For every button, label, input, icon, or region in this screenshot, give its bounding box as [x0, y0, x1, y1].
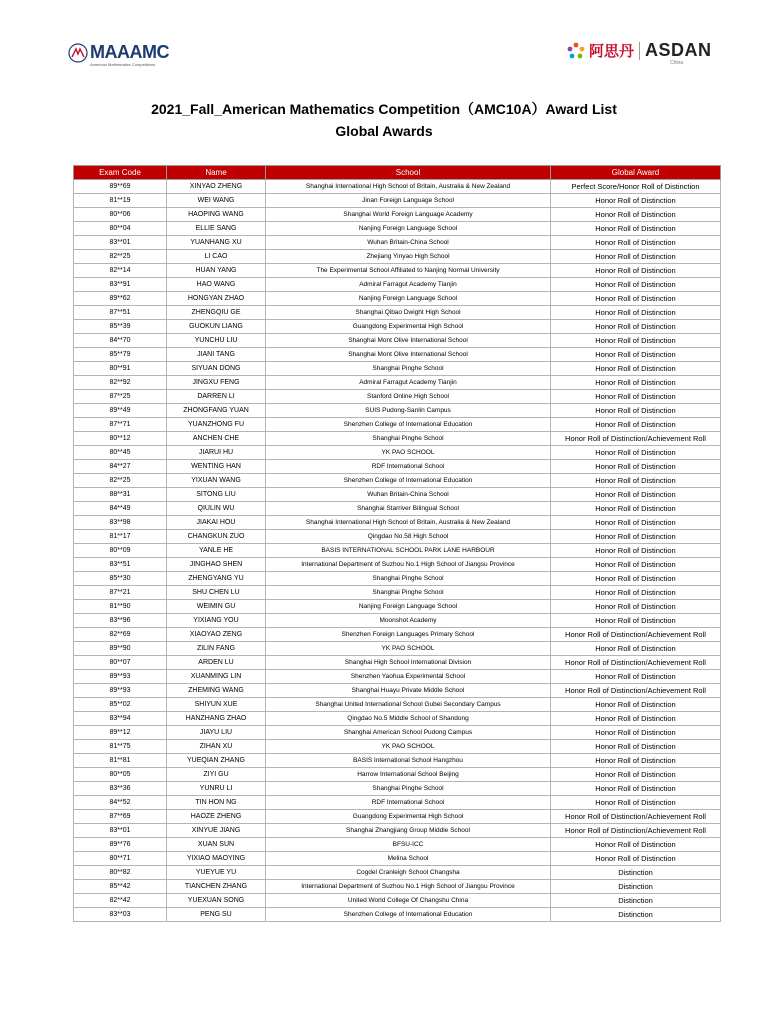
name-cell: XINYAO ZHENG: [167, 180, 266, 194]
exam-code-cell: 80**82: [74, 866, 167, 880]
column-header-name: Name: [167, 166, 266, 180]
exam-code-cell: 81**90: [74, 600, 167, 614]
page-header: [0, 0, 768, 80]
name-cell: ZIHAN XU: [167, 740, 266, 754]
maa-amc-logo: [68, 42, 169, 67]
name-cell: TIN HON NG: [167, 796, 266, 810]
name-cell: ZHEMING WANG: [167, 684, 266, 698]
table-row: [74, 600, 721, 614]
award-cell: Honor Roll of Distinction: [551, 544, 721, 558]
exam-code-cell: 89**90: [74, 642, 167, 656]
table-row: [74, 488, 721, 502]
school-cell: International Department of Suzhou No.1 High School of Jiangsu Province: [266, 880, 551, 894]
award-table-body: [74, 180, 721, 922]
award-cell: Honor Roll of Distinction: [551, 740, 721, 754]
table-row: [74, 740, 721, 754]
exam-code-cell: 84**52: [74, 796, 167, 810]
exam-code-cell: 83**98: [74, 516, 167, 530]
exam-code-cell: 89**12: [74, 726, 167, 740]
school-cell: SUIS Pudong-Sanlin Campus: [266, 404, 551, 418]
name-cell: ELLIE SANG: [167, 222, 266, 236]
award-cell: Honor Roll of Distinction: [551, 264, 721, 278]
table-row: [74, 250, 721, 264]
exam-code-cell: 83**94: [74, 712, 167, 726]
school-cell: BASIS INTERNATIONAL SCHOOL PARK LANE HARBOUR: [266, 544, 551, 558]
name-cell: YUANHANG XU: [167, 236, 266, 250]
name-cell: ARDEN LU: [167, 656, 266, 670]
award-cell: Honor Roll of Distinction: [551, 838, 721, 852]
name-cell: ZIYI GU: [167, 768, 266, 782]
table-row: [74, 460, 721, 474]
award-cell: Honor Roll of Distinction: [551, 670, 721, 684]
name-cell: ZILIN FANG: [167, 642, 266, 656]
name-cell: SHIYUN XUE: [167, 698, 266, 712]
table-row: [74, 390, 721, 404]
award-cell: Honor Roll of Distinction: [551, 586, 721, 600]
school-cell: Shanghai Mont Olive International School: [266, 348, 551, 362]
exam-code-cell: 85**39: [74, 320, 167, 334]
exam-code-cell: 89**76: [74, 838, 167, 852]
exam-code-cell: 83**36: [74, 782, 167, 796]
award-cell: Honor Roll of Distinction: [551, 572, 721, 586]
school-cell: Shanghai Pinghe School: [266, 782, 551, 796]
table-row: [74, 908, 721, 922]
exam-code-cell: 83**01: [74, 236, 167, 250]
exam-code-cell: 82**25: [74, 474, 167, 488]
name-cell: HAOPING WANG: [167, 208, 266, 222]
award-cell: Honor Roll of Distinction: [551, 334, 721, 348]
exam-code-cell: 82**92: [74, 376, 167, 390]
award-cell: Honor Roll of Distinction/Achievement Roll: [551, 824, 721, 838]
award-cell: Honor Roll of Distinction: [551, 642, 721, 656]
school-cell: Shenzhen Foreign Languages Primary School: [266, 628, 551, 642]
award-cell: Perfect Score/Honor Roll of Distinction: [551, 180, 721, 194]
school-cell: Shanghai Huayu Private Middle School: [266, 684, 551, 698]
table-row: [74, 530, 721, 544]
award-cell: Honor Roll of Distinction/Achievement Roll: [551, 684, 721, 698]
table-row: [74, 712, 721, 726]
school-cell: Nanjing Foreign Language School: [266, 292, 551, 306]
name-cell: JINGHAO SHEN: [167, 558, 266, 572]
school-cell: Shenzhen Yaohua Experimental School: [266, 670, 551, 684]
award-cell: Honor Roll of Distinction/Achievement Roll: [551, 432, 721, 446]
exam-code-cell: 83**96: [74, 614, 167, 628]
table-row: [74, 180, 721, 194]
table-row: [74, 698, 721, 712]
table-row: [74, 852, 721, 866]
award-cell: Honor Roll of Distinction: [551, 474, 721, 488]
table-row: [74, 264, 721, 278]
table-row: [74, 880, 721, 894]
award-cell: Honor Roll of Distinction: [551, 292, 721, 306]
table-row: [74, 194, 721, 208]
name-cell: QIULIN WU: [167, 502, 266, 516]
school-cell: Shenzhen College of International Education: [266, 908, 551, 922]
school-cell: Shanghai Mont Olive International School: [266, 334, 551, 348]
exam-code-cell: 89**49: [74, 404, 167, 418]
school-cell: Shanghai Pinghe School: [266, 432, 551, 446]
award-cell: Honor Roll of Distinction: [551, 348, 721, 362]
name-cell: YIXIANG YOU: [167, 614, 266, 628]
exam-code-cell: 80**06: [74, 208, 167, 222]
table-row: [74, 418, 721, 432]
award-cell: Honor Roll of Distinction: [551, 558, 721, 572]
school-cell: Shanghai Pinghe School: [266, 362, 551, 376]
award-cell: Honor Roll of Distinction: [551, 194, 721, 208]
name-cell: JIANI TANG: [167, 348, 266, 362]
exam-code-cell: 83**91: [74, 278, 167, 292]
school-cell: YK PAO SCHOOL: [266, 642, 551, 656]
exam-code-cell: 87**21: [74, 586, 167, 600]
exam-code-cell: 82**25: [74, 250, 167, 264]
name-cell: XINYUE JIANG: [167, 824, 266, 838]
award-cell: Honor Roll of Distinction: [551, 250, 721, 264]
column-header-global-award: Global Award: [551, 166, 721, 180]
school-cell: Melina School: [266, 852, 551, 866]
award-cell: Honor Roll of Distinction: [551, 796, 721, 810]
table-row: [74, 208, 721, 222]
exam-code-cell: 80**71: [74, 852, 167, 866]
school-cell: BFSU-ICC: [266, 838, 551, 852]
table-row: [74, 670, 721, 684]
name-cell: HUAN YANG: [167, 264, 266, 278]
table-row: [74, 782, 721, 796]
exam-code-cell: 89**93: [74, 684, 167, 698]
name-cell: YUNRU LI: [167, 782, 266, 796]
table-row: [74, 824, 721, 838]
exam-code-cell: 87**69: [74, 810, 167, 824]
school-cell: Shanghai Qibao Dwight High School: [266, 306, 551, 320]
school-cell: Wuhan Britain-China School: [266, 236, 551, 250]
table-row: [74, 292, 721, 306]
name-cell: JIAKAI HOU: [167, 516, 266, 530]
name-cell: PENG SU: [167, 908, 266, 922]
school-cell: RDF International School: [266, 460, 551, 474]
table-row: [74, 894, 721, 908]
award-cell: Honor Roll of Distinction: [551, 754, 721, 768]
table-row: [74, 320, 721, 334]
school-cell: Shanghai World Foreign Language Academy: [266, 208, 551, 222]
logo-divider: [639, 42, 640, 60]
asdan-pinwheel-icon: [566, 41, 586, 61]
award-cell: Honor Roll of Distinction: [551, 768, 721, 782]
table-row: [74, 474, 721, 488]
exam-code-cell: 81**19: [74, 194, 167, 208]
school-cell: Stanford Online High School: [266, 390, 551, 404]
document-title: 2021_Fall_American Mathematics Competition（AMC10A）Award List: [151, 101, 617, 117]
school-cell: Shenzhen College of International Education: [266, 474, 551, 488]
maa-amc-wordmark: MAAAMC: [90, 42, 169, 62]
award-cell: Honor Roll of Distinction/Achievement Roll: [551, 628, 721, 642]
school-cell: Admiral Farragut Academy Tianjin: [266, 278, 551, 292]
name-cell: ZHENGYANG YU: [167, 572, 266, 586]
table-row: [74, 614, 721, 628]
school-cell: Jinan Foreign Language School: [266, 194, 551, 208]
award-cell: Honor Roll of Distinction: [551, 446, 721, 460]
school-cell: Shanghai Starriver Bilingual School: [266, 502, 551, 516]
award-cell: Honor Roll of Distinction/Achievement Roll: [551, 810, 721, 824]
name-cell: YUEYUE YU: [167, 866, 266, 880]
table-row: [74, 432, 721, 446]
table-row: [74, 306, 721, 320]
exam-code-cell: 89**93: [74, 670, 167, 684]
exam-code-cell: 83**51: [74, 558, 167, 572]
school-cell: Admiral Farragut Academy Tianjin: [266, 376, 551, 390]
school-cell: Qingdao No.5 Middle School of Shandong: [266, 712, 551, 726]
exam-code-cell: 87**71: [74, 418, 167, 432]
table-row: [74, 334, 721, 348]
school-cell: Guangdong Experimental High School: [266, 320, 551, 334]
award-cell: Honor Roll of Distinction: [551, 376, 721, 390]
table-row: [74, 278, 721, 292]
name-cell: SIYUAN DONG: [167, 362, 266, 376]
name-cell: XUAN SUN: [167, 838, 266, 852]
name-cell: SHU CHEN LU: [167, 586, 266, 600]
award-cell: Honor Roll of Distinction: [551, 502, 721, 516]
exam-code-cell: 82**42: [74, 894, 167, 908]
exam-code-cell: 80**07: [74, 656, 167, 670]
award-cell: Honor Roll of Distinction: [551, 306, 721, 320]
exam-code-cell: 80**45: [74, 446, 167, 460]
table-row: [74, 768, 721, 782]
table-row: [74, 838, 721, 852]
award-cell: Honor Roll of Distinction: [551, 852, 721, 866]
award-cell: Honor Roll of Distinction/Achievement Roll: [551, 656, 721, 670]
school-cell: Shanghai Pinghe School: [266, 586, 551, 600]
table-row: [74, 502, 721, 516]
column-header-exam-code: Exam Code: [74, 166, 167, 180]
exam-code-cell: 85**42: [74, 880, 167, 894]
award-cell: Honor Roll of Distinction: [551, 222, 721, 236]
table-row: [74, 726, 721, 740]
name-cell: HAOZE ZHENG: [167, 810, 266, 824]
school-cell: Nanjing Foreign Language School: [266, 222, 551, 236]
exam-code-cell: 82**69: [74, 628, 167, 642]
table-row: [74, 642, 721, 656]
name-cell: JINGXU FENG: [167, 376, 266, 390]
table-row: [74, 236, 721, 250]
award-cell: Honor Roll of Distinction: [551, 698, 721, 712]
exam-code-cell: 87**51: [74, 306, 167, 320]
table-row: [74, 796, 721, 810]
award-cell: Distinction: [551, 894, 721, 908]
table-row: [74, 544, 721, 558]
exam-code-cell: 84**49: [74, 502, 167, 516]
school-cell: Shanghai International High School of Britain, Australia & New Zealand: [266, 180, 551, 194]
table-row: [74, 586, 721, 600]
award-cell: Honor Roll of Distinction: [551, 488, 721, 502]
table-row: [74, 362, 721, 376]
name-cell: YUNCHU LIU: [167, 334, 266, 348]
table-row: [74, 404, 721, 418]
exam-code-cell: 87**25: [74, 390, 167, 404]
name-cell: DARREN LI: [167, 390, 266, 404]
school-cell: Nanjing Foreign Language School: [266, 600, 551, 614]
name-cell: WEIMIN GU: [167, 600, 266, 614]
name-cell: SITONG LIU: [167, 488, 266, 502]
maa-emblem-icon: [68, 43, 88, 63]
award-cell: Distinction: [551, 908, 721, 922]
award-cell: Honor Roll of Distinction: [551, 516, 721, 530]
school-cell: Qingdao No.58 High School: [266, 530, 551, 544]
school-cell: YK PAO SCHOOL: [266, 446, 551, 460]
award-table: [73, 165, 721, 922]
name-cell: CHANGKUN ZUO: [167, 530, 266, 544]
exam-code-cell: 89**69: [74, 180, 167, 194]
name-cell: ZHENGQIU GE: [167, 306, 266, 320]
name-cell: YUEQIAN ZHANG: [167, 754, 266, 768]
table-row: [74, 348, 721, 362]
school-cell: Shanghai Pinghe School: [266, 572, 551, 586]
exam-code-cell: 80**12: [74, 432, 167, 446]
name-cell: XUANMING LIN: [167, 670, 266, 684]
school-cell: Shanghai High School International Division: [266, 656, 551, 670]
name-cell: WENTING HAN: [167, 460, 266, 474]
school-cell: Zhejiang Yinyao High School: [266, 250, 551, 264]
asdan-english-name: ASDAN: [645, 40, 712, 60]
school-cell: Cogdel Cranleigh School Changsha: [266, 866, 551, 880]
award-cell: Honor Roll of Distinction: [551, 614, 721, 628]
award-cell: Honor Roll of Distinction: [551, 362, 721, 376]
name-cell: ANCHEN CHE: [167, 432, 266, 446]
school-cell: International Department of Suzhou No.1 High School of Jiangsu Province: [266, 558, 551, 572]
table-row: [74, 810, 721, 824]
table-row: [74, 516, 721, 530]
exam-code-cell: 80**09: [74, 544, 167, 558]
exam-code-cell: 82**14: [74, 264, 167, 278]
exam-code-cell: 84**27: [74, 460, 167, 474]
school-cell: YK PAO SCHOOL: [266, 740, 551, 754]
award-cell: Honor Roll of Distinction: [551, 236, 721, 250]
name-cell: XIAOYAO ZENG: [167, 628, 266, 642]
name-cell: YANLE HE: [167, 544, 266, 558]
award-cell: Honor Roll of Distinction: [551, 390, 721, 404]
school-cell: BASIS International School Hangzhou: [266, 754, 551, 768]
school-cell: The Experimental School Affiliated to Nanjing Normal University: [266, 264, 551, 278]
school-cell: Guangdong Experimental High School: [266, 810, 551, 824]
name-cell: HONGYAN ZHAO: [167, 292, 266, 306]
exam-code-cell: 89**62: [74, 292, 167, 306]
award-cell: Distinction: [551, 866, 721, 880]
name-cell: JIAYU LIU: [167, 726, 266, 740]
school-cell: United World College Of Changshu China: [266, 894, 551, 908]
award-cell: Honor Roll of Distinction: [551, 460, 721, 474]
award-cell: Honor Roll of Distinction: [551, 712, 721, 726]
school-cell: Shenzhen College of International Education: [266, 418, 551, 432]
school-cell: Shanghai United International School Gubei Secondary Campus: [266, 698, 551, 712]
name-cell: YUEXUAN SONG: [167, 894, 266, 908]
exam-code-cell: 84**70: [74, 334, 167, 348]
school-cell: RDF International School: [266, 796, 551, 810]
exam-code-cell: 83**01: [74, 824, 167, 838]
table-row: [74, 572, 721, 586]
table-row: [74, 628, 721, 642]
table-row: [74, 558, 721, 572]
table-row: [74, 754, 721, 768]
asdan-region: China: [670, 60, 684, 66]
table-row: [74, 656, 721, 670]
school-cell: Shanghai Zhangjiang Group Middle School: [266, 824, 551, 838]
award-cell: Honor Roll of Distinction: [551, 418, 721, 432]
exam-code-cell: 85**30: [74, 572, 167, 586]
school-cell: Shanghai American School Pudong Campus: [266, 726, 551, 740]
award-cell: Distinction: [551, 880, 721, 894]
column-header-school: School: [266, 166, 551, 180]
exam-code-cell: 83**03: [74, 908, 167, 922]
name-cell: HAO WANG: [167, 278, 266, 292]
name-cell: YUANZHONG FU: [167, 418, 266, 432]
table-row: [74, 866, 721, 880]
award-cell: Honor Roll of Distinction: [551, 530, 721, 544]
name-cell: JIARUI HU: [167, 446, 266, 460]
table-header-row: [74, 166, 721, 180]
exam-code-cell: 81**81: [74, 754, 167, 768]
exam-code-cell: 80**91: [74, 362, 167, 376]
name-cell: TIANCHEN ZHANG: [167, 880, 266, 894]
name-cell: WEI WANG: [167, 194, 266, 208]
school-cell: Shanghai International High School of Britain, Australia & New Zealand: [266, 516, 551, 530]
asdan-chinese-name: 阿思丹: [589, 42, 635, 60]
name-cell: LI CAO: [167, 250, 266, 264]
award-cell: Honor Roll of Distinction: [551, 404, 721, 418]
name-cell: ZHONGFANG YUAN: [167, 404, 266, 418]
award-cell: Honor Roll of Distinction: [551, 278, 721, 292]
school-cell: Moonshot Academy: [266, 614, 551, 628]
exam-code-cell: 80**05: [74, 768, 167, 782]
award-cell: Honor Roll of Distinction: [551, 208, 721, 222]
document-subtitle: Global Awards: [335, 123, 433, 139]
name-cell: GUOKUN LIANG: [167, 320, 266, 334]
exam-code-cell: 85**79: [74, 348, 167, 362]
table-row: [74, 446, 721, 460]
school-cell: Harrow International School Beijing: [266, 768, 551, 782]
name-cell: YIXUAN WANG: [167, 474, 266, 488]
table-row: [74, 376, 721, 390]
school-cell: Wuhan Britain-China School: [266, 488, 551, 502]
asdan-logo: [566, 40, 712, 66]
award-cell: Honor Roll of Distinction: [551, 600, 721, 614]
exam-code-cell: 88**31: [74, 488, 167, 502]
exam-code-cell: 81**17: [74, 530, 167, 544]
maa-tagline: American Mathematics Competitions: [90, 62, 156, 67]
name-cell: HANZHANG ZHAO: [167, 712, 266, 726]
exam-code-cell: 81**75: [74, 740, 167, 754]
exam-code-cell: 80**04: [74, 222, 167, 236]
table-row: [74, 684, 721, 698]
award-cell: Honor Roll of Distinction: [551, 320, 721, 334]
award-cell: Honor Roll of Distinction: [551, 726, 721, 740]
table-row: [74, 222, 721, 236]
exam-code-cell: 85**02: [74, 698, 167, 712]
name-cell: YIXIAO MAOYING: [167, 852, 266, 866]
award-cell: Honor Roll of Distinction: [551, 782, 721, 796]
